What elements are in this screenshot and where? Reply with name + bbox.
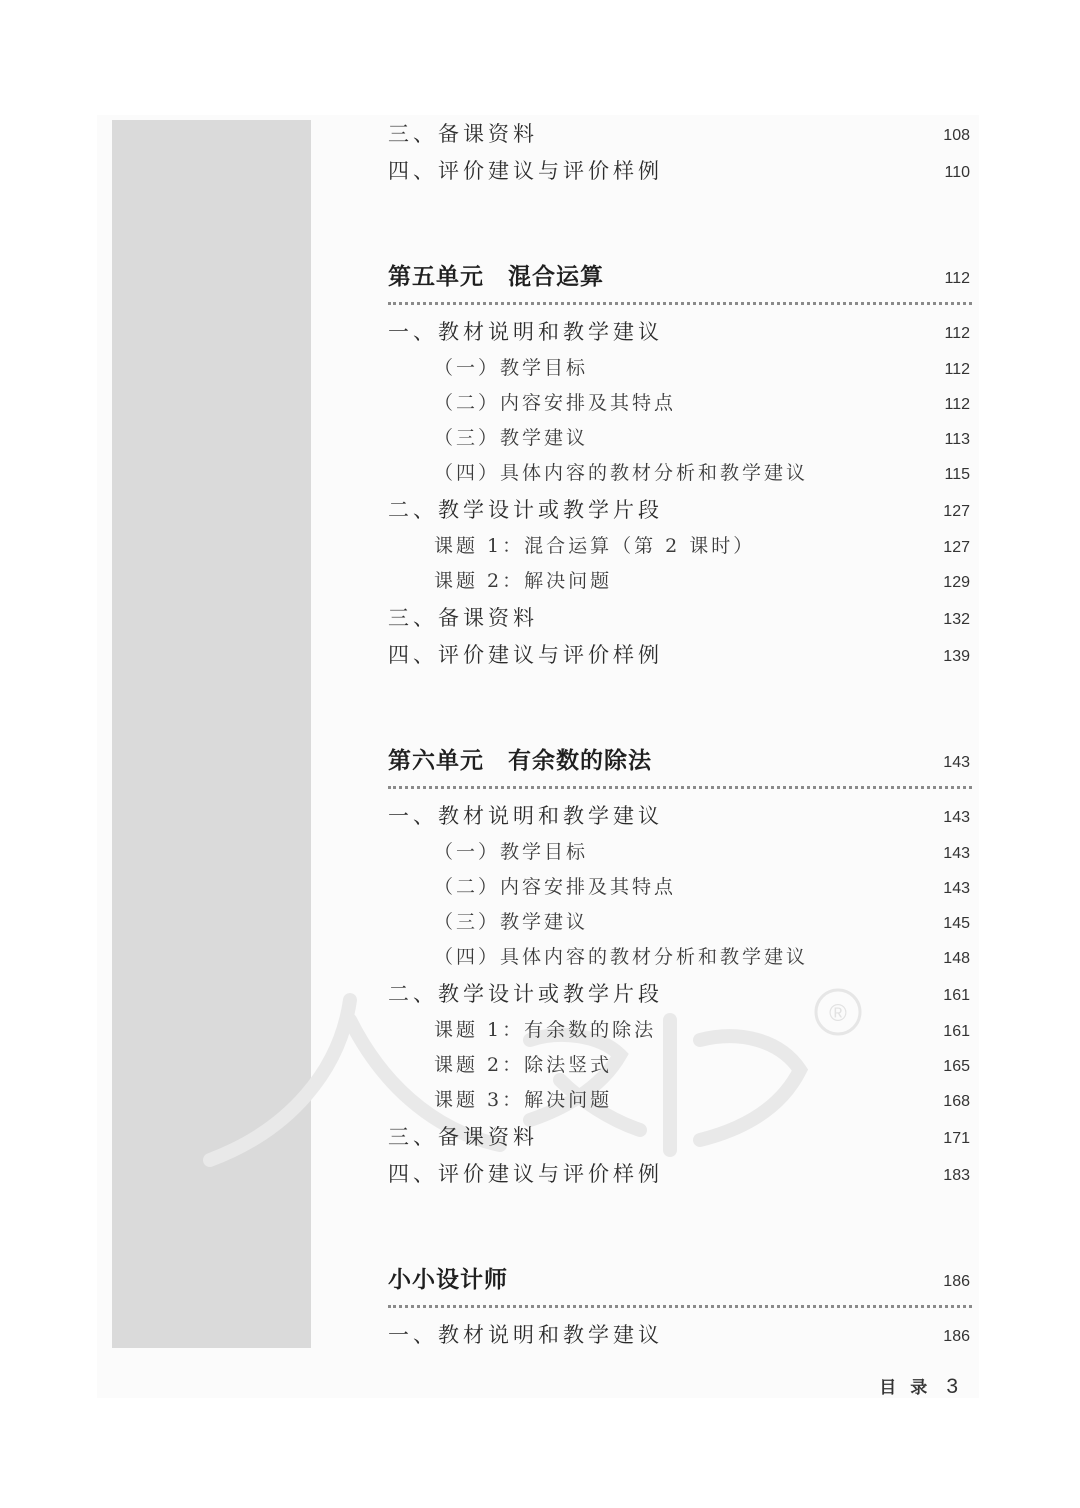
toc-subentry[interactable] [388, 835, 972, 869]
toc-entry-page: 148 [943, 950, 970, 967]
unit-heading-page: 186 [943, 1273, 970, 1290]
toc-entry[interactable] [388, 1318, 972, 1352]
toc-entry-page: 186 [943, 1328, 970, 1345]
toc-subentry[interactable] [388, 870, 972, 904]
unit-heading-page: 143 [943, 754, 970, 771]
toc-entry[interactable] [388, 638, 972, 672]
toc-subentry[interactable] [388, 1083, 972, 1117]
toc-subentry[interactable] [388, 940, 972, 974]
toc-entry-page: 183 [943, 1167, 970, 1184]
toc-entry-title: 三、备课资料 [388, 1125, 538, 1149]
toc-subentry[interactable] [388, 1048, 972, 1082]
unit-heading-title: 第六单元 有余数的除法 [388, 747, 652, 774]
toc-subentry[interactable] [388, 421, 972, 455]
dotted-divider [388, 1305, 972, 1308]
footer-label: 目录 [879, 1378, 942, 1398]
unit-heading-page: 112 [944, 270, 970, 287]
dotted-divider [388, 302, 972, 305]
toc-subentry[interactable] [388, 1013, 972, 1047]
toc-entry-title: 一、教材说明和教学建议 [388, 1323, 663, 1347]
toc-entry[interactable] [388, 315, 972, 349]
toc-entry-title: （三）教学建议 [434, 911, 589, 933]
dotted-divider [388, 786, 972, 789]
toc-entry[interactable] [388, 493, 972, 527]
toc-entry-title: （四）具体内容的教材分析和教学建议 [434, 462, 809, 484]
toc-entry-title: 一、教材说明和教学建议 [388, 804, 663, 828]
toc-entry-title: （三）教学建议 [434, 427, 589, 449]
toc-entry-title: （二）内容安排及其特点 [434, 876, 677, 898]
toc-entry-page: 129 [943, 574, 970, 591]
toc-entry-title: （一）教学目标 [434, 841, 589, 863]
toc-entry[interactable] [388, 154, 972, 188]
toc-entry-title: （二）内容安排及其特点 [434, 392, 677, 414]
unit-heading-title: 小小设计师 [388, 1266, 508, 1293]
toc-entry-page: 143 [943, 880, 970, 897]
toc-entry-page: 110 [944, 164, 970, 181]
toc-entry-page: 171 [943, 1130, 970, 1147]
toc-entry-page: 139 [943, 648, 970, 665]
toc-subentry[interactable] [388, 456, 972, 490]
unit-heading[interactable] [388, 260, 972, 294]
toc-entry-title: 一、教材说明和教学建议 [388, 320, 663, 344]
toc-entry-page: 127 [943, 503, 970, 520]
toc-entry-page: 145 [943, 915, 970, 932]
toc-entry-page: 161 [943, 1023, 970, 1040]
toc-entry-title: 课题 2：除法竖式 [434, 1054, 613, 1076]
unit-heading[interactable] [388, 1263, 972, 1297]
toc-entry-title: 二、教学设计或教学片段 [388, 982, 663, 1006]
unit-heading-title: 第五单元 混合运算 [388, 263, 604, 290]
toc-entry-title: 课题 2：解决问题 [434, 570, 613, 592]
toc-entry-page: 112 [944, 361, 970, 378]
toc-entry-page: 165 [943, 1058, 970, 1075]
toc-subentry[interactable] [388, 351, 972, 385]
toc-subentry[interactable] [388, 564, 972, 598]
toc-entry[interactable] [388, 977, 972, 1011]
toc-entry-page: 113 [944, 431, 970, 448]
page-number: 3 [946, 1375, 958, 1398]
toc-subentry[interactable] [388, 905, 972, 939]
toc-entry-page: 112 [944, 325, 970, 342]
toc-entry-title: 二、教学设计或教学片段 [388, 498, 663, 522]
toc-entry[interactable] [388, 799, 972, 833]
toc-entry[interactable] [388, 1157, 972, 1191]
toc-entry-title: （一）教学目标 [434, 357, 589, 379]
page-footer [879, 1370, 958, 1404]
toc-subentry[interactable] [388, 386, 972, 420]
toc-entry-page: 132 [943, 611, 970, 628]
side-band [112, 120, 311, 1348]
toc-entry-title: 三、备课资料 [388, 606, 538, 630]
toc-entry-title: 四、评价建议与评价样例 [388, 159, 663, 183]
toc-entry[interactable] [388, 1120, 972, 1154]
registered-mark: ® [829, 1000, 847, 1027]
toc-entry-title: 三、备课资料 [388, 122, 538, 146]
toc-entry-title: （四）具体内容的教材分析和教学建议 [434, 946, 809, 968]
toc-entry-page: 108 [943, 127, 970, 144]
toc-entry[interactable] [388, 117, 972, 151]
toc-entry-page: 168 [943, 1093, 970, 1110]
toc-entry-title: 四、评价建议与评价样例 [388, 643, 663, 667]
toc-entry-page: 112 [944, 396, 970, 413]
unit-heading[interactable] [388, 744, 972, 778]
toc-entry-title: 四、评价建议与评价样例 [388, 1162, 663, 1186]
toc-entry-title: 课题 1：混合运算（第 2 课时） [434, 535, 756, 557]
toc-entry-title: 课题 3：解决问题 [434, 1089, 613, 1111]
toc-entry-page: 127 [943, 539, 970, 556]
toc-subentry[interactable] [388, 529, 972, 563]
toc-entry-page: 143 [943, 809, 970, 826]
toc-entry-page: 161 [943, 987, 970, 1004]
toc-entry-page: 143 [943, 845, 970, 862]
toc-entry-title: 课题 1：有余数的除法 [434, 1019, 657, 1041]
toc-entry-page: 115 [944, 466, 970, 483]
toc-entry[interactable] [388, 601, 972, 635]
